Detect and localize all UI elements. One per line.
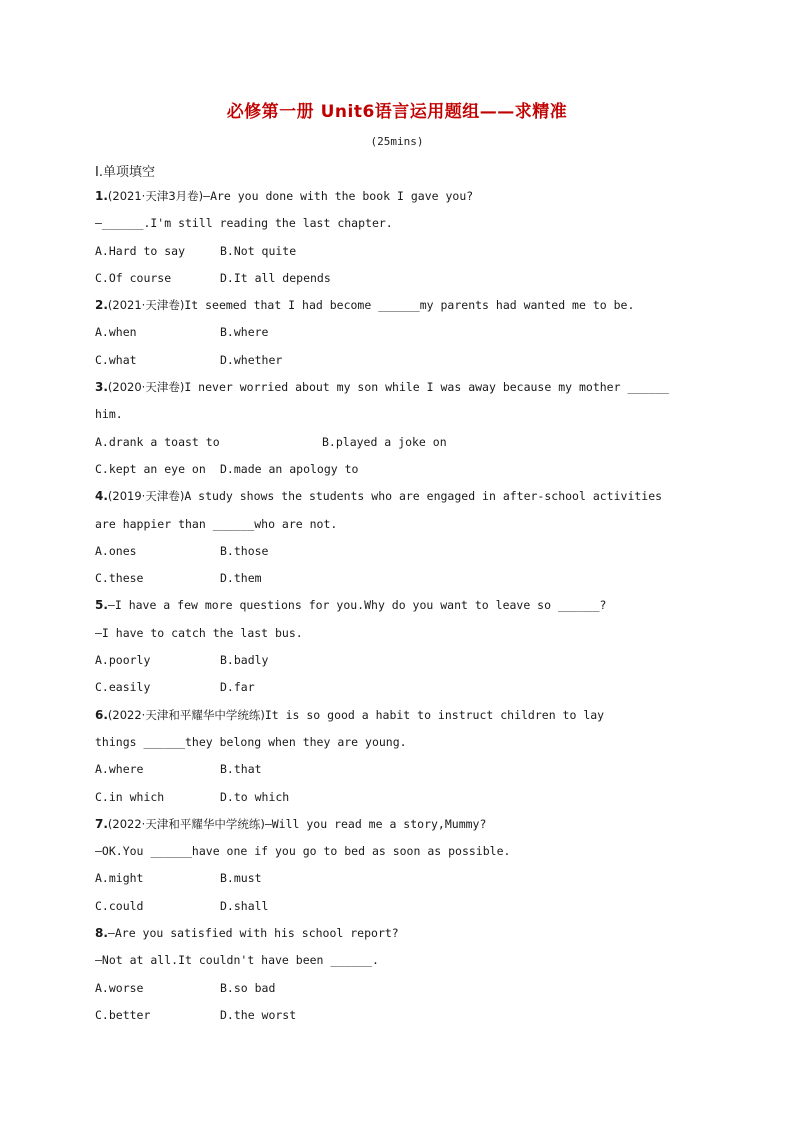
question-text: —Not at all.It couldn't have been ______. [95, 953, 379, 968]
option-row [95, 538, 705, 565]
question-line [95, 592, 705, 619]
answer-option: A.might [95, 871, 144, 886]
answer-option: B.so bad [220, 980, 276, 995]
question-line [95, 401, 705, 428]
answer-option: C.could [95, 898, 144, 913]
question-line [95, 374, 705, 401]
question-text: —Are you satisfied with his school report? [107, 926, 399, 941]
answer-option: D.the worst [220, 1007, 297, 1022]
question-text: —Will you read me a story,Mummy? [264, 816, 487, 831]
answer-option: A.where [95, 762, 144, 777]
question-text: him. [95, 407, 123, 422]
answer-option: B.must [220, 871, 262, 886]
answer-option: B.that [220, 762, 262, 777]
question-number: 2. [95, 298, 108, 313]
question-text: A study shows the students who are engaged in after-school activities [184, 489, 663, 504]
question-list [95, 183, 705, 1029]
option-row [95, 319, 705, 346]
question-number: 7. [95, 816, 108, 831]
answer-option: D.to which [220, 789, 290, 804]
answer-option: D.It all depends [220, 270, 331, 285]
question-line [95, 811, 705, 838]
answer-option: C.in which [95, 789, 165, 804]
question-line [95, 620, 705, 647]
answer-option: D.made an apology to [220, 461, 359, 476]
answer-option: A.worse [95, 980, 144, 995]
question-source: (2019·天津卷) [107, 489, 185, 504]
option-row [95, 1002, 705, 1029]
question-source: (2020·天津卷) [107, 380, 185, 395]
option-row [95, 784, 705, 811]
question-source: (2022·天津和平耀华中学统练) [107, 707, 265, 722]
answer-option: D.them [220, 571, 262, 586]
answer-option: D.shall [220, 898, 269, 913]
option-row [95, 647, 705, 674]
question-line [95, 729, 705, 756]
question-number: 8. [95, 926, 108, 941]
page-title: 必修第一册 Unit6语言运用题组——求精准 [226, 102, 568, 122]
question-text: are happier than ______who are not. [95, 516, 338, 531]
answer-option: A.poorly [95, 653, 151, 668]
option-row [95, 865, 705, 892]
answer-option: C.kept an eye on [95, 461, 206, 476]
question-line [95, 947, 705, 974]
question-text: things ______they belong when they are young. [95, 734, 407, 749]
question-line [95, 210, 705, 237]
answer-option: C.what [95, 352, 137, 367]
question-number: 4. [95, 489, 108, 504]
answer-option: C.these [95, 571, 144, 586]
option-row [95, 347, 705, 374]
option-row [95, 565, 705, 592]
option-row [95, 893, 705, 920]
answer-option: B.those [220, 543, 269, 558]
option-row [95, 975, 705, 1002]
option-row [95, 238, 705, 265]
question-text: I never worried about my son while I was away because my mother ______ [184, 380, 669, 395]
answer-option: A.when [95, 325, 137, 340]
section-heading: Ⅰ.单项填空 [95, 165, 155, 180]
question-text: It seemed that I had become ______my parents had wanted me to be. [184, 298, 635, 313]
option-row [95, 674, 705, 701]
answer-option: A.Hard to say [95, 243, 186, 258]
question-line [95, 702, 705, 729]
answer-option: B.played a joke on [322, 434, 447, 449]
question-number: 1. [95, 189, 108, 203]
option-row [95, 429, 705, 456]
question-text: —I have to catch the last bus. [95, 625, 303, 640]
answer-option: B.Not quite [220, 243, 297, 258]
answer-option: C.Of course [95, 270, 172, 285]
question-number: 3. [95, 380, 108, 395]
question-source: (2021·天津卷) [107, 298, 185, 313]
answer-option: B.badly [220, 653, 269, 668]
answer-option: B.where [220, 325, 269, 340]
time-limit: (25mins) [370, 135, 424, 148]
question-text: It is so good a habit to instruct children to lay [264, 707, 605, 722]
answer-option: A.drank a toast to [95, 434, 220, 449]
question-line [95, 183, 705, 210]
option-row [95, 456, 705, 483]
question-number: 5. [95, 598, 108, 613]
question-number: 6. [95, 707, 108, 722]
question-text: —______.I'm still reading the last chapter. [95, 216, 393, 231]
answer-option: A.ones [95, 543, 137, 558]
question-line [95, 838, 705, 865]
option-row [95, 756, 705, 783]
question-source: (2022·天津和平耀华中学统练) [107, 816, 265, 831]
question-source: (2021·天津3月卷) [107, 189, 204, 203]
question-line [95, 292, 705, 319]
question-text: —I have a few more questions for you.Why do you want to leave so ______? [107, 598, 607, 613]
answer-option: C.better [95, 1007, 151, 1022]
question-text: —Are you done with the book I gave you? [203, 189, 474, 203]
question-line [95, 483, 705, 510]
answer-option: D.whether [220, 352, 283, 367]
question-line [95, 920, 705, 947]
answer-option: D.far [220, 680, 255, 695]
answer-option: C.easily [95, 680, 151, 695]
question-text: —OK.You ______have one if you go to bed as soon as possible. [95, 844, 511, 859]
option-row [95, 265, 705, 292]
question-line [95, 511, 705, 538]
